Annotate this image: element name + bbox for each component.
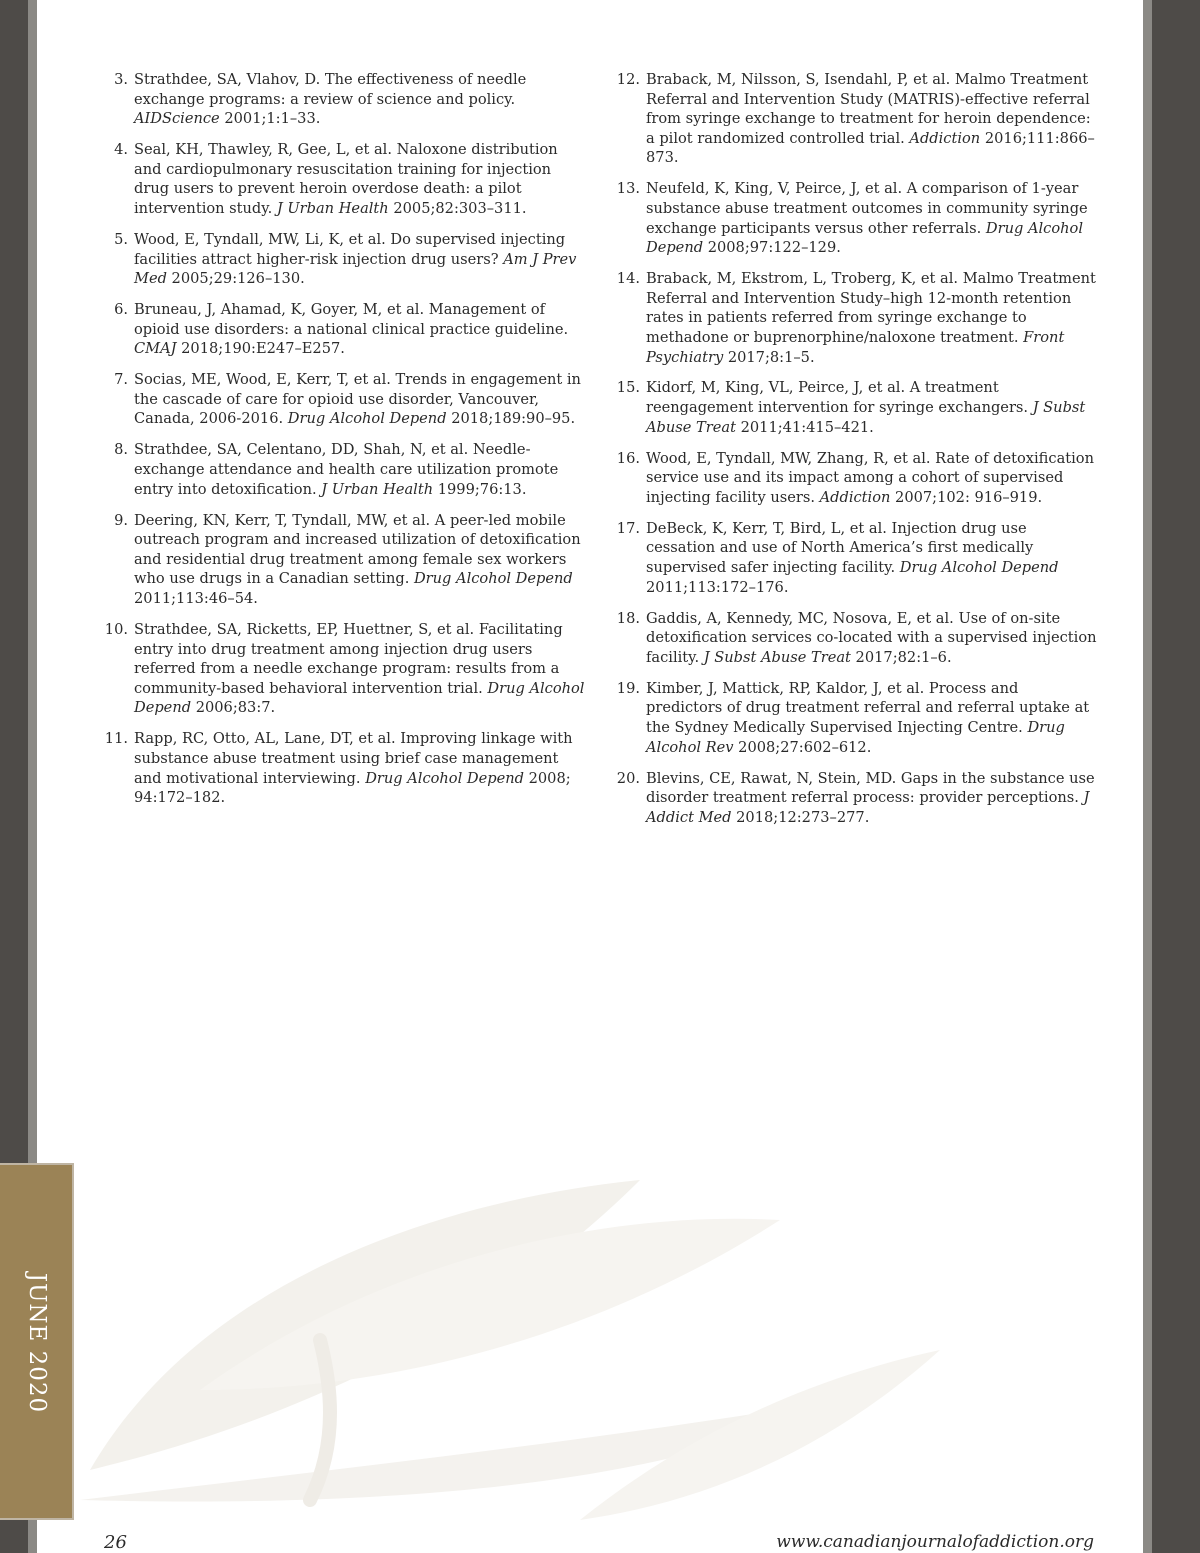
reference-journal: J Subst Abuse Treat	[646, 399, 1086, 436]
reference-item	[612, 70, 1098, 168]
reference-item	[612, 519, 1098, 597]
reference-number: 10.	[104, 620, 128, 638]
reference-item	[100, 300, 588, 359]
reference-citation: 2011;41:415–421.	[735, 418, 874, 436]
reference-number: 12.	[616, 71, 640, 88]
reference-journal: Drug Alcohol Depend	[646, 219, 1083, 257]
reference-authors-title: Socias, ME, Wood, E, Kerr, T, et al. Trends in engagement in the cascade of care for opioid use disorder, Vancouver, Canada, 2006-2016.	[134, 371, 581, 428]
reference-authors-title: Kidorf, M, King, VL, Peirce, J, et al. A treatment reengagement intervention for syringe exchangers.	[646, 379, 1033, 417]
reference-citation: 2018;12:273–277.	[731, 808, 870, 826]
reference-number: 17.	[616, 519, 640, 537]
reference-item	[100, 511, 588, 609]
reference-citation: 2001;1:1–33.	[219, 110, 321, 128]
reference-journal: J Urban Health	[321, 480, 434, 498]
reference-number: 11.	[104, 730, 128, 748]
reference-item	[612, 769, 1098, 828]
reference-number: 13.	[616, 180, 640, 198]
page-number: 26	[104, 1532, 127, 1553]
reference-number: 4.	[114, 141, 128, 159]
reference-authors-title: Strathdee, SA, Vlahov, D. The effectiveness of needle exchange programs: a review of science and policy.	[134, 71, 527, 108]
reference-authors-title: Neufeld, K, King, V, Peirce, J, et al. A comparison of 1-year substance abuse treatment outcomes in community syringe exchange participants versus other referrals.	[646, 180, 1088, 237]
reference-text	[134, 70, 588, 129]
reference-citation: 2008;27:602–612.	[733, 738, 872, 756]
reference-text	[134, 230, 588, 289]
reference-authors-title: Braback, M, Ekstrom, L, Troberg, K, et al. Malmo Treatment Referral and Intervention Study–high 12-month retention rates in patients referred from syringe exchange to methadone or buprenorphine/naloxone treatment.	[646, 270, 1096, 346]
reference-journal: Drug Alcohol Depend	[413, 570, 573, 588]
reference-number: 3.	[114, 71, 128, 88]
reference-number: 18.	[616, 609, 640, 627]
reference-text	[646, 679, 1098, 757]
reference-text	[646, 449, 1098, 508]
reference-journal: Drug Alcohol Depend	[134, 679, 585, 717]
reference-journal: Drug Alcohol Depend	[287, 410, 447, 428]
reference-citation: 2016;111:866–873.	[646, 129, 1095, 167]
reference-journal: Drug Alcohol Depend	[365, 769, 524, 787]
reference-authors-title: Gaddis, A, Kennedy, MC, Nosova, E, et al. Use of on-site detoxification services co-located with a supervised injection facility.	[646, 609, 1097, 666]
reference-text	[134, 370, 588, 429]
reference-citation: 2008; 94:172–182.	[134, 769, 571, 807]
reference-number: 19.	[616, 679, 640, 697]
reference-journal: Drug Alcohol Depend	[899, 559, 1059, 577]
references-left-column	[100, 70, 588, 819]
reference-citation: 2005;82:303–311.	[388, 199, 527, 217]
reference-text	[134, 511, 588, 609]
reference-citation: 1999;76:13.	[433, 480, 527, 498]
reference-authors-title: Wood, E, Tyndall, MW, Zhang, R, et al. Rate of detoxification service use and its impact among a cohort of supervised injecting facility users.	[646, 449, 1094, 506]
reference-journal: Front Psychiatry	[646, 328, 1065, 366]
reference-authors-title: Seal, KH, Thawley, R, Gee, L, et al. Naloxone distribution and cardiopulmonary resuscitation training for injection drug users to prevent heroin overdose death: a pilot intervention study.	[134, 141, 558, 217]
reference-item	[100, 729, 588, 807]
reference-citation: 2017;8:1–5.	[723, 348, 815, 366]
reference-number: 5.	[114, 230, 128, 248]
reference-item	[100, 620, 588, 718]
reference-item	[100, 370, 588, 429]
reference-item	[612, 679, 1098, 757]
reference-citation: 2005;29:126–130.	[166, 270, 305, 288]
reference-item	[100, 70, 588, 129]
reference-journal: Drug Alcohol Rev	[646, 718, 1065, 756]
reference-item	[100, 440, 588, 499]
reference-citation: 2006;83:7.	[191, 699, 276, 717]
reference-number: 16.	[616, 449, 640, 467]
reference-number: 8.	[114, 441, 128, 459]
reference-citation: 2017;82:1–6.	[850, 648, 952, 666]
reference-item	[612, 449, 1098, 508]
reference-item	[100, 140, 588, 218]
reference-number: 7.	[114, 371, 128, 389]
reference-number: 6.	[114, 301, 128, 319]
reference-journal: Am J Prev Med	[134, 250, 577, 288]
reference-text	[646, 269, 1098, 367]
reference-item	[612, 378, 1098, 437]
reference-text	[134, 140, 588, 218]
reference-text	[646, 609, 1098, 668]
issue-date-tab	[0, 1163, 74, 1520]
references-right-column	[612, 70, 1098, 839]
reference-citation: 2007;102: 916–919.	[890, 488, 1043, 506]
reference-authors-title: Braback, M, Nilsson, S, Isendahl, P, et al. Malmo Treatment Referral and Intervention Study (MATRIS)-effective referral from syringe exchange to treatment for heroin dependence: a pilot randomized controlled trial.	[646, 71, 1091, 147]
reference-journal: J Subst Abuse Treat	[703, 648, 851, 666]
reference-authors-title: Strathdee, SA, Ricketts, EP, Huettner, S, et al. Facilitating entry into drug treatment among injection drug users referred from a needle exchange program: results from a community-based behavioral intervention trial.	[134, 620, 563, 697]
reference-authors-title: Wood, E, Tyndall, MW, Li, K, et al. Do supervised injecting facilities attract higher-risk injection drug users?	[134, 230, 566, 268]
reference-number: 15.	[616, 379, 640, 397]
reference-journal: AIDScience	[134, 110, 220, 128]
reference-authors-title: Deering, KN, Kerr, T, Tyndall, MW, et al. A peer-led mobile outreach program and increased utilization of detoxification and residential drug treatment among female sex workers who use drugs in a Canadian setting.	[134, 511, 581, 588]
reference-text	[134, 729, 588, 807]
reference-item	[612, 609, 1098, 668]
reference-journal: CMAJ	[134, 340, 177, 358]
reference-text	[646, 378, 1098, 437]
reference-number: 20.	[616, 769, 640, 787]
reference-item	[612, 179, 1098, 257]
reference-authors-title: Rapp, RC, Otto, AL, Lane, DT, et al. Improving linkage with substance abuse treatment using brief case management and motivational interviewing.	[134, 730, 573, 787]
reference-citation: 2011;113:46–54.	[134, 590, 258, 607]
reference-citation: 2008;97:122–129.	[703, 239, 841, 257]
right-frame-accent	[1143, 0, 1152, 1553]
reference-text	[646, 769, 1098, 828]
reference-item	[612, 269, 1098, 367]
reference-journal: J Urban Health	[276, 199, 389, 217]
right-frame-bar	[1152, 0, 1200, 1553]
reference-journal: Addiction	[909, 129, 981, 147]
reference-authors-title: Bruneau, J, Ahamad, K, Goyer, M, et al. Management of opioid use disorders: a national clinical practice guideline.	[134, 301, 569, 338]
reference-number: 9.	[114, 511, 128, 529]
reference-text	[646, 519, 1098, 597]
reference-text	[134, 620, 588, 718]
reference-number: 14.	[616, 270, 640, 288]
leaf-watermark-icon	[80, 1140, 1140, 1520]
reference-authors-title: Blevins, CE, Rawat, N, Stein, MD. Gaps in the substance use disorder treatment referral process: provider perceptions.	[646, 769, 1095, 807]
reference-authors-title: Kimber, J, Mattick, RP, Kaldor, J, et al. Process and predictors of drug treatment referral and referral uptake at the Sydney Medically Supervised Injecting Centre.	[646, 679, 1090, 736]
journal-url[interactable]: www.canadianjournalofaddiction.org	[776, 1532, 1094, 1552]
reference-item	[100, 230, 588, 289]
reference-citation: 2018;190:E247–E257.	[176, 340, 345, 358]
reference-authors-title: Strathdee, SA, Celentano, DD, Shah, N, et al. Needle-exchange attendance and health care utilization promote entry into detoxification.	[134, 441, 559, 498]
reference-text	[134, 300, 588, 359]
reference-text	[646, 179, 1098, 257]
reference-journal: J Addict Med	[646, 789, 1090, 826]
reference-text	[646, 70, 1098, 168]
reference-authors-title: DeBeck, K, Kerr, T, Bird, L, et al. Injection drug use cessation and use of North America’s first medically supervised safer injecting facility.	[646, 519, 1034, 577]
reference-journal: Addiction	[819, 488, 891, 506]
reference-citation: 2011;113:172–176.	[646, 578, 789, 596]
reference-text	[134, 440, 588, 499]
reference-citation: 2018;189:90–95.	[446, 410, 576, 428]
issue-date: JUNE 2020	[24, 1272, 50, 1414]
